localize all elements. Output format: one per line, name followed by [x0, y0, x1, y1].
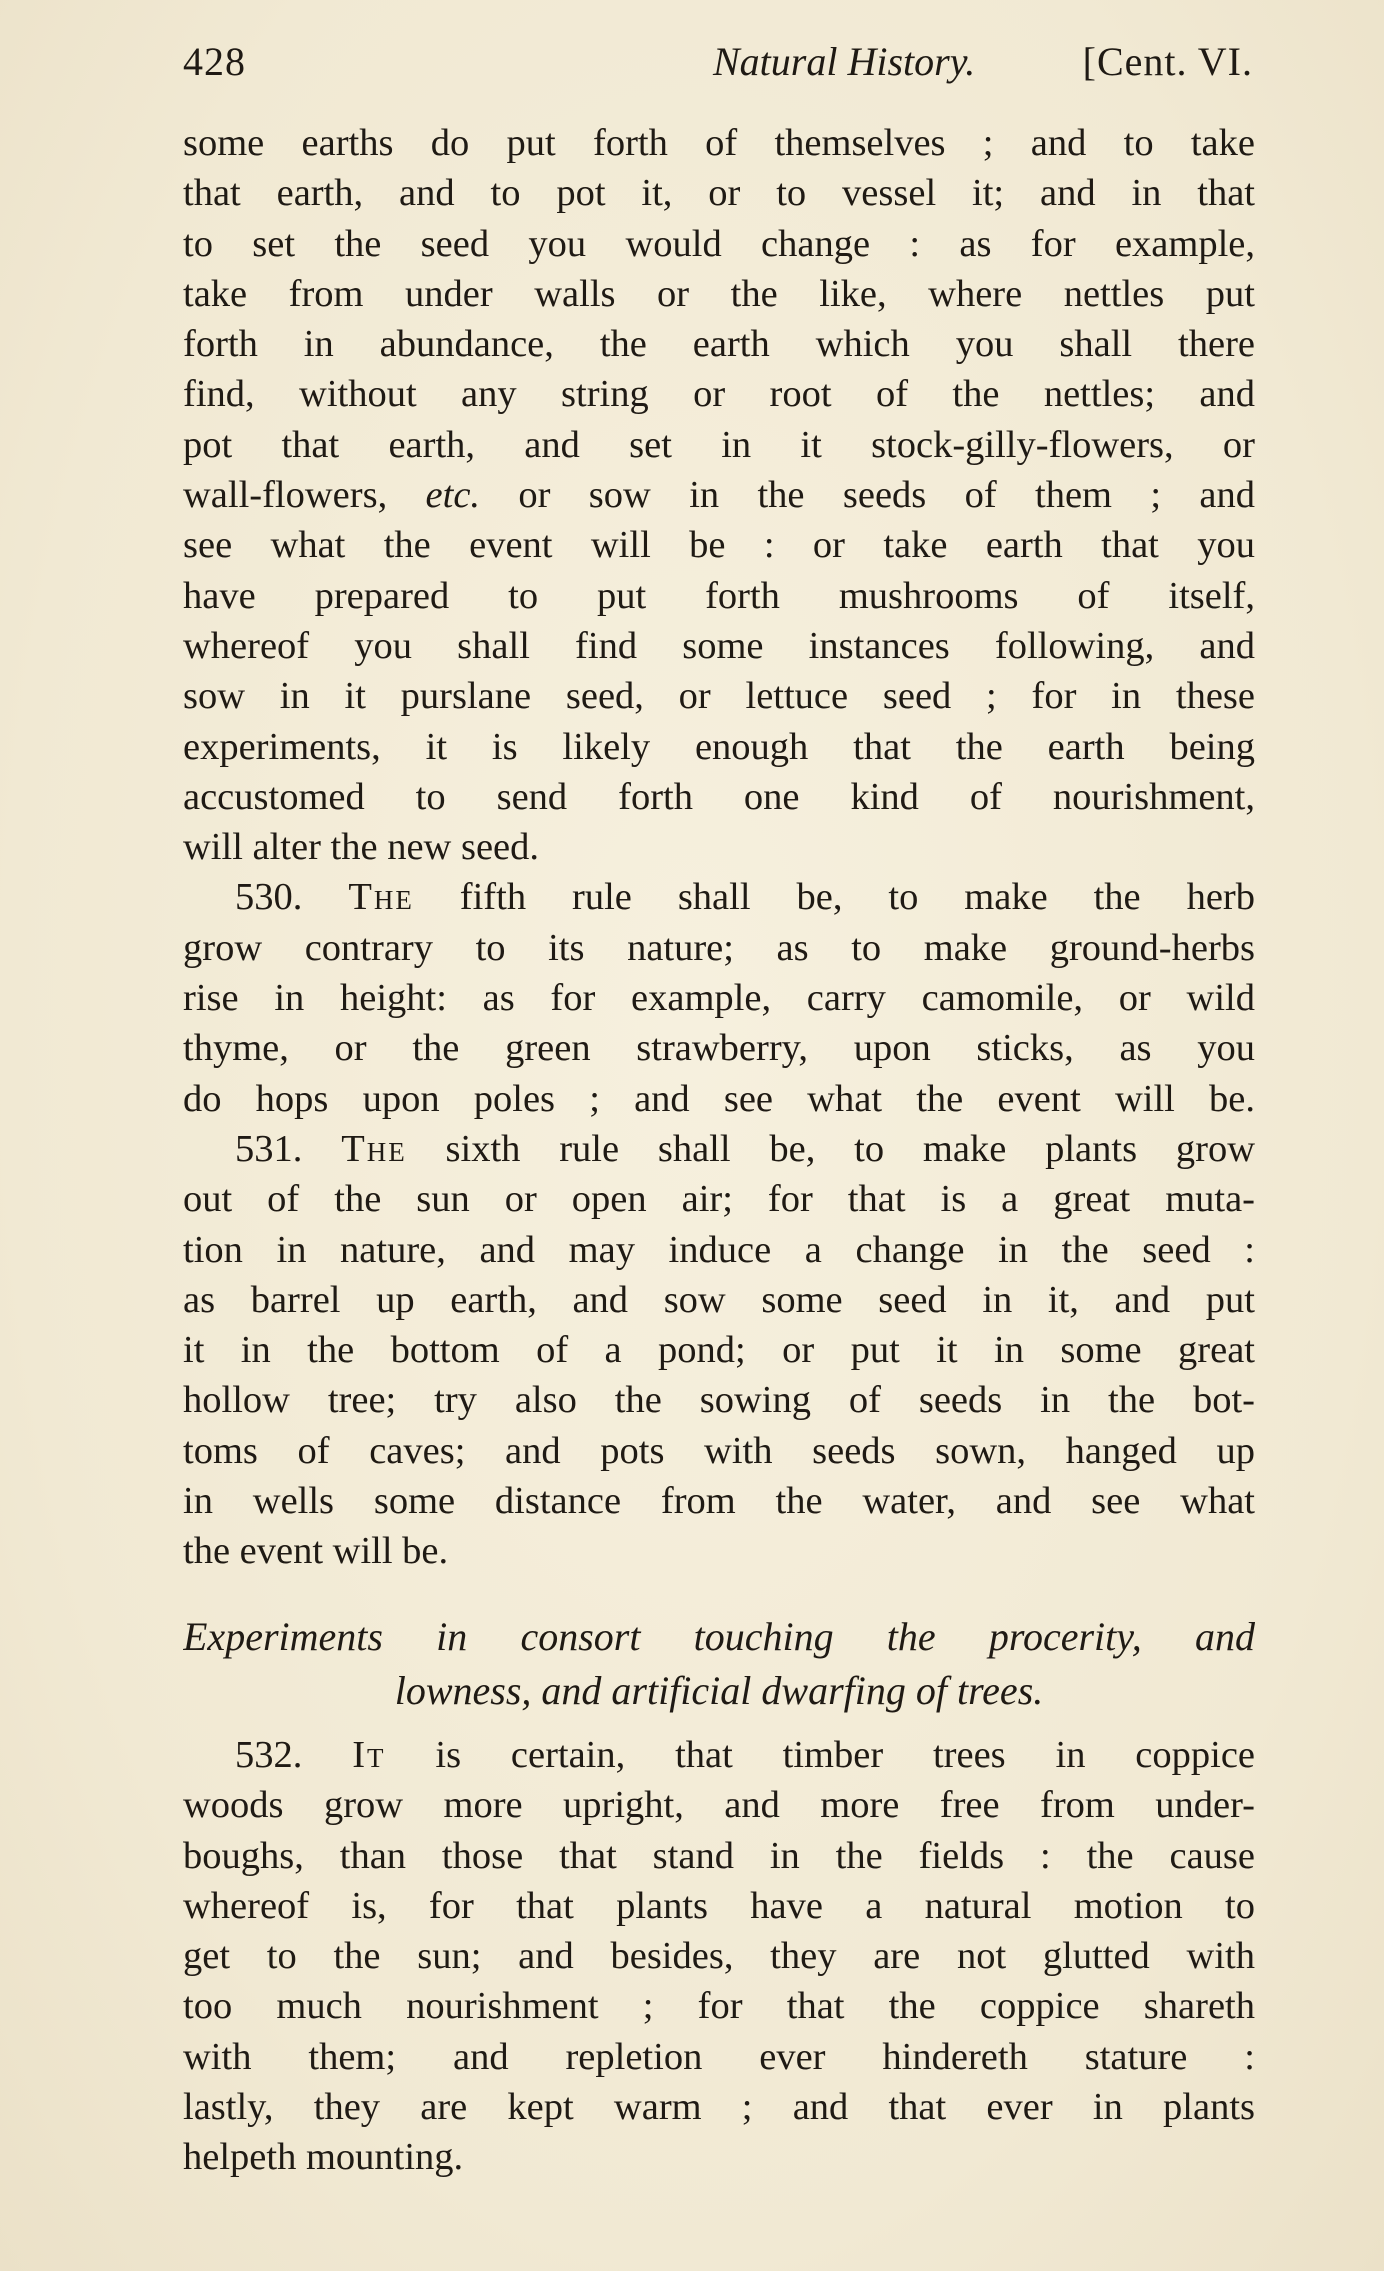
- text-line: accustomed to send forth one kind of nourishment,: [183, 775, 1255, 818]
- text-line: with them; and repletion ever hindereth stature :: [183, 2035, 1255, 2078]
- paragraph-number: 531.: [235, 1127, 303, 1170]
- text-fragment: fifth rule shall be, to make the herb: [413, 876, 1255, 919]
- text-line: pot that earth, and set in it stock-gilly-flowers, or: [183, 423, 1255, 466]
- text-line: out of the sun or open air; for that is a great muta-: [183, 1178, 1255, 1221]
- body-text-532: [183, 1730, 1255, 2183]
- text-line: tion in nature, and may induce a change in the seed :: [183, 1228, 1255, 1271]
- paragraph-number: 532.: [235, 1734, 303, 1776]
- text-line: some earths do put forth of themselves ; and to take: [183, 122, 1255, 164]
- text-line: boughs, than those that stand in the fields : the cause: [183, 1834, 1255, 1877]
- text-line: helpeth mounting.: [183, 2136, 464, 2179]
- paragraph-530-first-line: [183, 872, 1255, 922]
- heading-line: lowness, and artificial dwarfing of trees.: [394, 1668, 1044, 1713]
- text-line: the event will be.: [183, 1530, 449, 1573]
- text-line: have prepared to put forth mushrooms of itself,: [183, 574, 1255, 617]
- text-line: experiments, it is likely enough that the earth being: [183, 725, 1255, 768]
- text-line: it in the bottom of a pond; or put it in some great: [183, 1329, 1255, 1372]
- text-line: woods grow more upright, and more free from under-: [183, 1784, 1255, 1827]
- text-fragment: wall-flowers,: [183, 474, 426, 517]
- text-line: whereof you shall find some instances following, and: [183, 624, 1255, 667]
- paragraph-532-first-line: [183, 1730, 1255, 1780]
- text-line: grow contrary to its nature; as to make ground-herbs: [183, 926, 1255, 969]
- text-line: in wells some distance from the water, and see what: [183, 1480, 1255, 1523]
- section-reference: [Cent. VI.: [1082, 39, 1253, 84]
- heading-line: Experiments in consort touching the procerity, and: [183, 1614, 1255, 1659]
- running-title: Natural History.: [713, 39, 976, 84]
- italic-etc: etc.: [425, 474, 481, 517]
- lead-word: It: [352, 1734, 386, 1776]
- text-fragment: or sow in the seeds of them ; and: [480, 474, 1255, 517]
- text-line: too much nourishment ; for that the coppice shareth: [183, 1985, 1255, 2028]
- text-line: hollow tree; try also the sowing of seeds in the bot-: [183, 1379, 1255, 1422]
- text-fragment: sixth rule shall be, to make plants grow: [406, 1127, 1255, 1170]
- text-line: as barrel up earth, and sow some seed in it, and put: [183, 1278, 1255, 1321]
- text-line: that earth, and to pot it, or to vessel it; and in that: [183, 172, 1255, 215]
- text-fragment: is certain, that timber trees in coppice: [385, 1734, 1255, 1776]
- text-line: [183, 470, 1255, 520]
- text-line: get to the sun; and besides, they are not glutted with: [183, 1935, 1255, 1978]
- body-text: [183, 118, 1255, 1577]
- text-line: lastly, they are kept warm ; and that ever in plants: [183, 2086, 1255, 2129]
- text-line: sow in it purslane seed, or lettuce seed ; for in these: [183, 675, 1255, 718]
- section-heading: [183, 1610, 1255, 1718]
- page-number: 428: [183, 39, 246, 84]
- text-line: forth in abundance, the earth which you shall there: [183, 323, 1255, 366]
- text-line: toms of caves; and pots with seeds sown, hanged up: [183, 1429, 1255, 1472]
- text-line: will alter the new seed.: [183, 826, 539, 869]
- text-line: whereof is, for that plants have a natural motion to: [183, 1884, 1255, 1927]
- text-line: to set the seed you would change : as for example,: [183, 222, 1255, 265]
- lead-word: The: [348, 876, 414, 919]
- text-line: take from under walls or the like, where nettles put: [183, 272, 1255, 315]
- text-line: do hops upon poles ; and see what the event will be.: [183, 1077, 1255, 1120]
- text-line: thyme, or the green strawberry, upon sticks, as you: [183, 1027, 1255, 1070]
- paragraph-number: 530.: [235, 876, 303, 919]
- lead-word: The: [341, 1127, 407, 1170]
- text-line: find, without any string or root of the nettles; and: [183, 373, 1255, 416]
- page-header: [183, 38, 1253, 98]
- paragraph-531-first-line: [183, 1124, 1255, 1174]
- text-line: rise in height: as for example, carry camomile, or wild: [183, 977, 1255, 1020]
- text-line: see what the event will be : or take earth that you: [183, 524, 1255, 567]
